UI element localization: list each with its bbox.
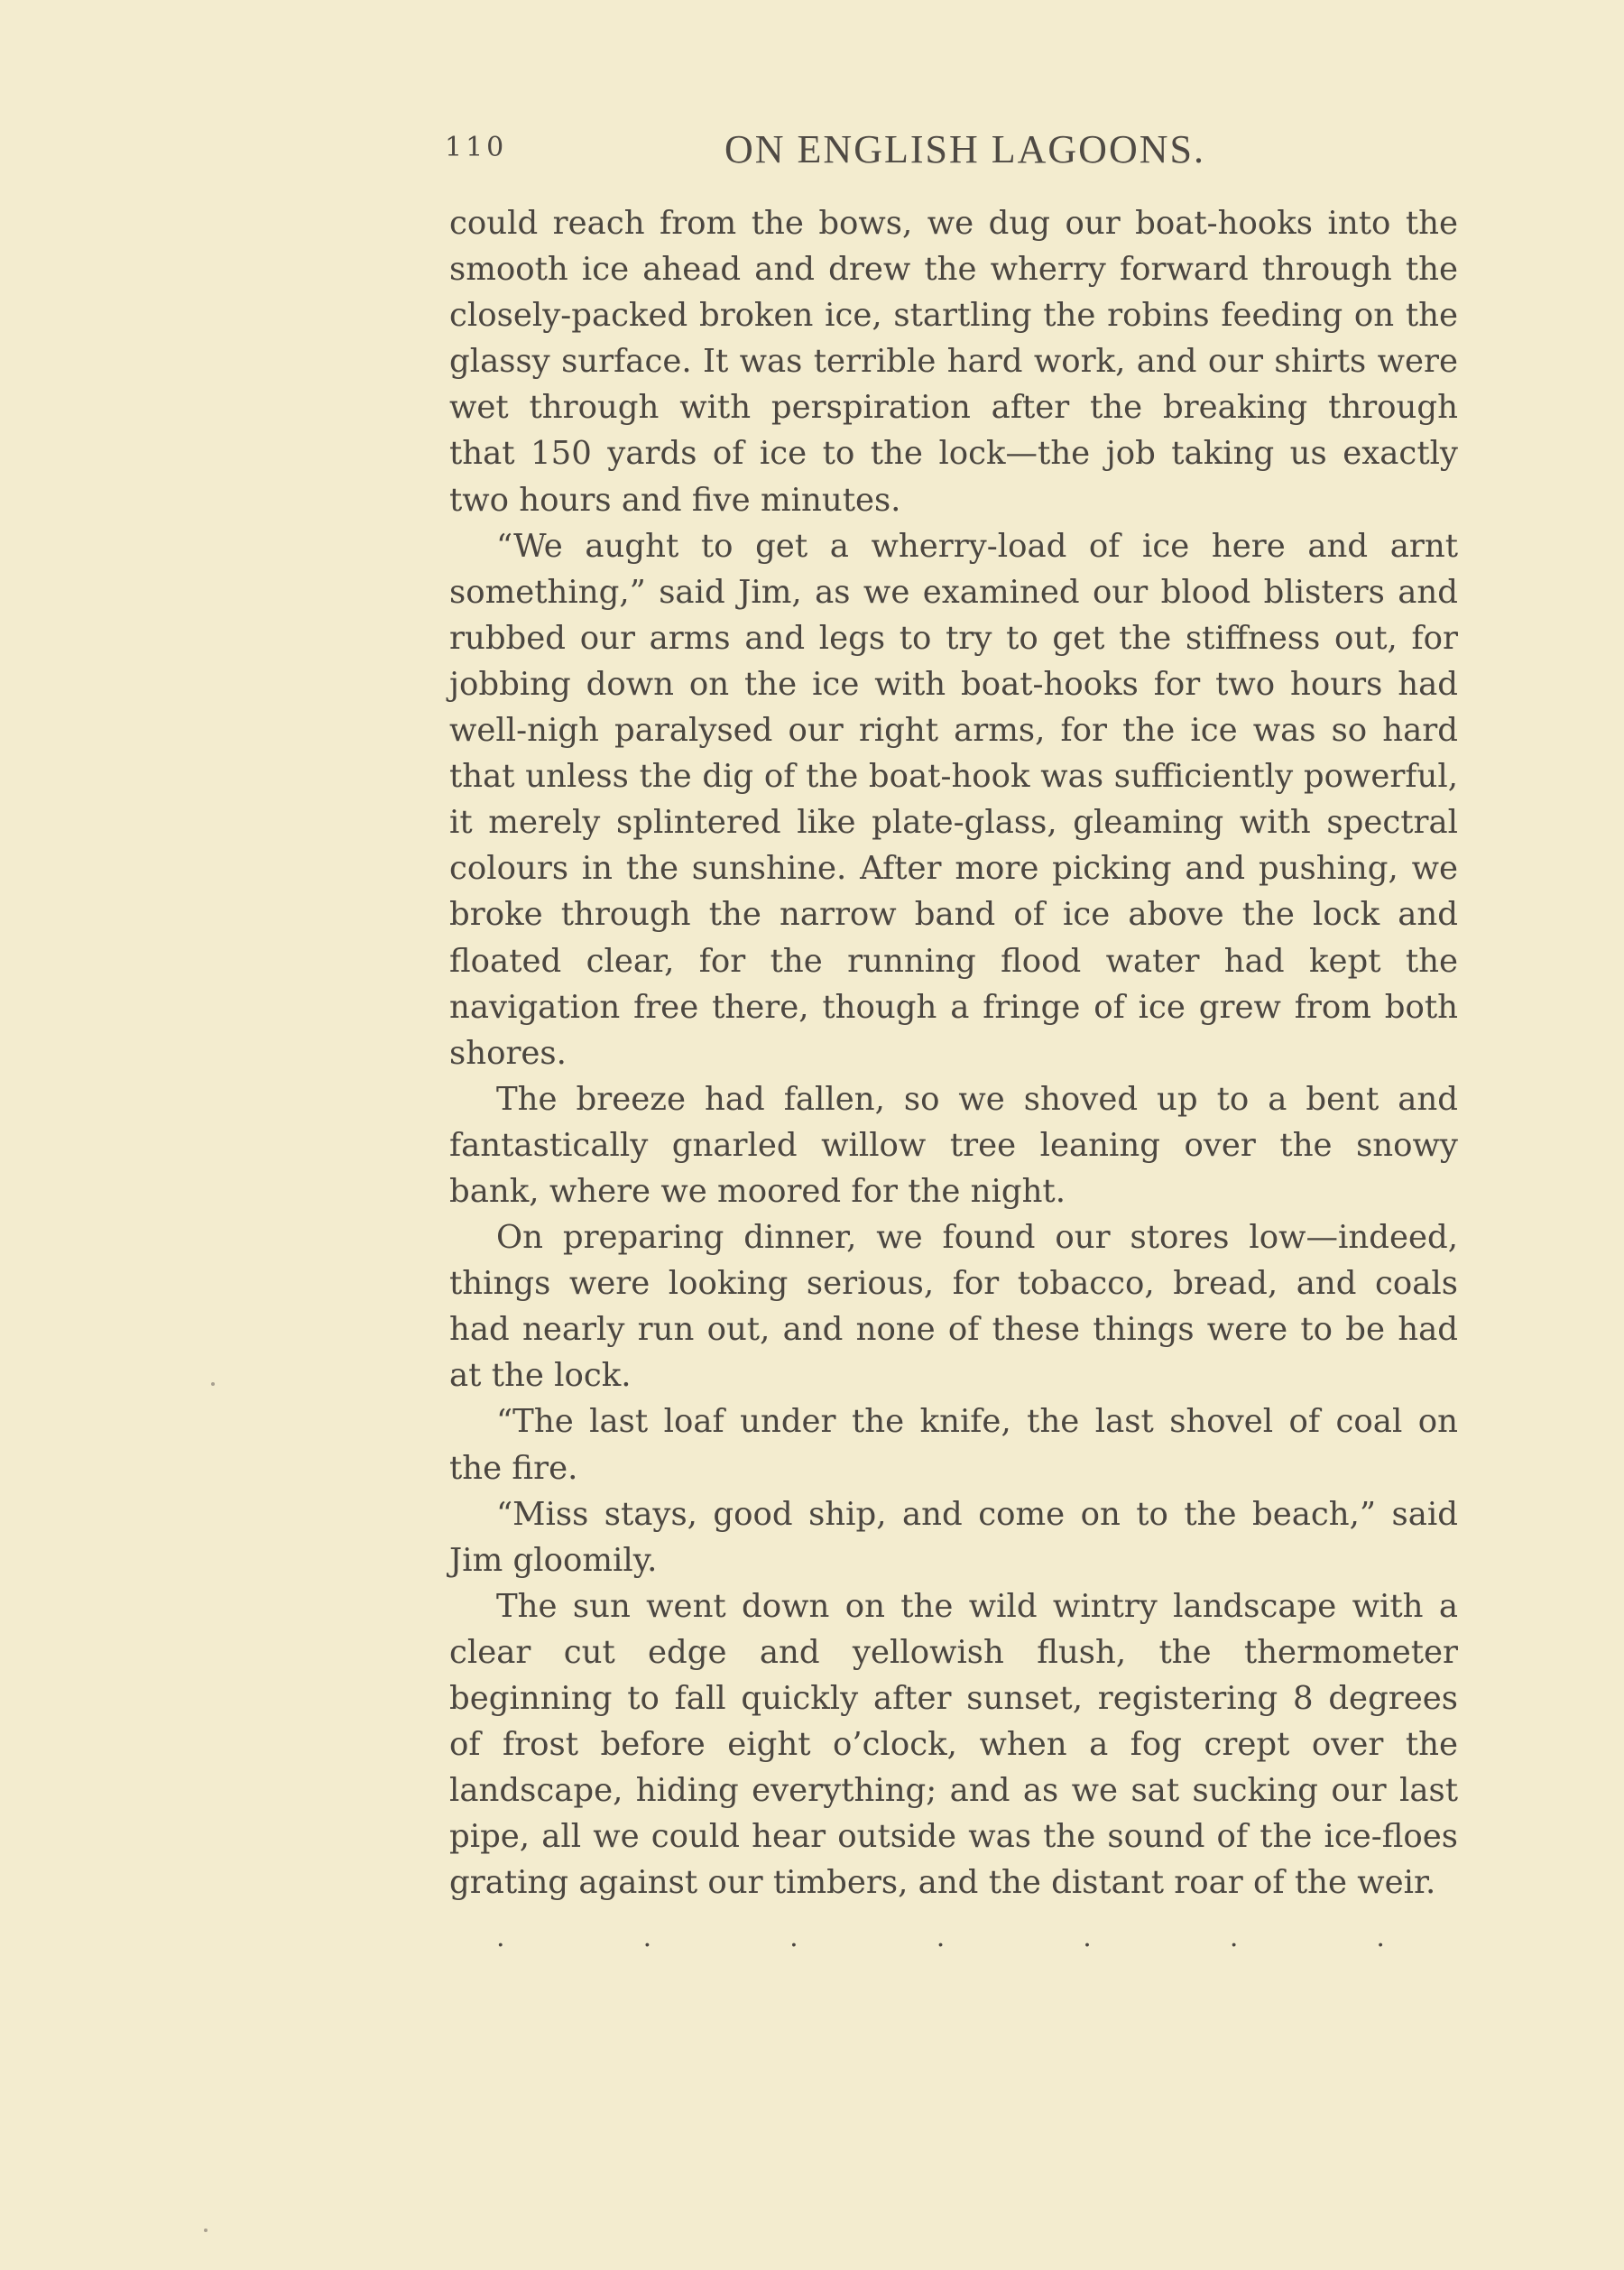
section-break-dot: .: [1376, 1922, 1385, 1954]
body-text: [449, 200, 1458, 1961]
page-header: [445, 123, 1460, 177]
section-break-dot: .: [1229, 1922, 1239, 1954]
paper-speck: [204, 2228, 208, 2232]
paragraph: could reach from the bows, we dug our boat-hooks into the smooth ice ahead and drew the wherry forward through the closely-packed broken ice, startling the robins feeding on the glassy surface. It was terrible hard work, and our shirts were wet through with perspiration after the breaking through that 150 yards of ice to the lock—the job taking us exactly two hours and five minutes.: [449, 205, 1458, 519]
section-break: [496, 1915, 1385, 1961]
paragraph: On preparing dinner, we found our stores low—indeed, things were looking serious, for tobacco, bread, and coals had nearly run out, and none of these things were to be had at the lock.: [449, 1219, 1458, 1395]
paragraph: “Miss stays, good ship, and come on to the beach,” said Jim gloomily.: [449, 1495, 1458, 1579]
page-number: 110: [445, 132, 508, 163]
paragraph: “We aught to get a wherry-load of ice here and arnt something,” said Jim, as we examined our blood blisters and rubbed our arms and legs to try to get the stiffness out, for jobbing down on the ice with boat-hooks for two hours had well-nigh paralysed our right arms, for the ice was so hard that unless the dig of the boat-hook was sufficiently powerful, it merely splintered like plate-glass, gleaming with spectral colours in the sunshine. After more picking and pushing, we broke through the narrow band of ice above the lock and floated clear, for the running flood water had kept the navigation free there, though a fringe of ice grew from both shores.: [449, 527, 1458, 1072]
section-break-dot: .: [496, 1922, 505, 1954]
section-break-dot: .: [936, 1922, 946, 1954]
paper-speck: [211, 1382, 215, 1386]
section-break-dot: .: [789, 1922, 798, 1954]
paragraph: The breeze had fallen, so we shoved up to a bent and fantastically gnarled willow tree leaning over the snowy bank, where we moored for the night.: [449, 1080, 1458, 1210]
paragraph: “The last loaf under the knife, the last shovel of coal on the fire.: [449, 1403, 1458, 1487]
running-head: ON ENGLISH LAGOONS.: [724, 127, 1205, 171]
paragraph: The sun went down on the wild wintry landscape with a clear cut edge and yellowish flush, the thermometer beginning to fall quickly after sunset, registering 8 degrees of frost before eight o’clock, when a fog crept over the landscape, hiding everything; and as we sat sucking our last pipe, all we could hear outside was the sound of the ice-floes grating against our timbers, and the distant roar of the weir.: [449, 1587, 1458, 1902]
section-break-dot: .: [642, 1922, 652, 1954]
section-break-dot: .: [1083, 1922, 1092, 1954]
